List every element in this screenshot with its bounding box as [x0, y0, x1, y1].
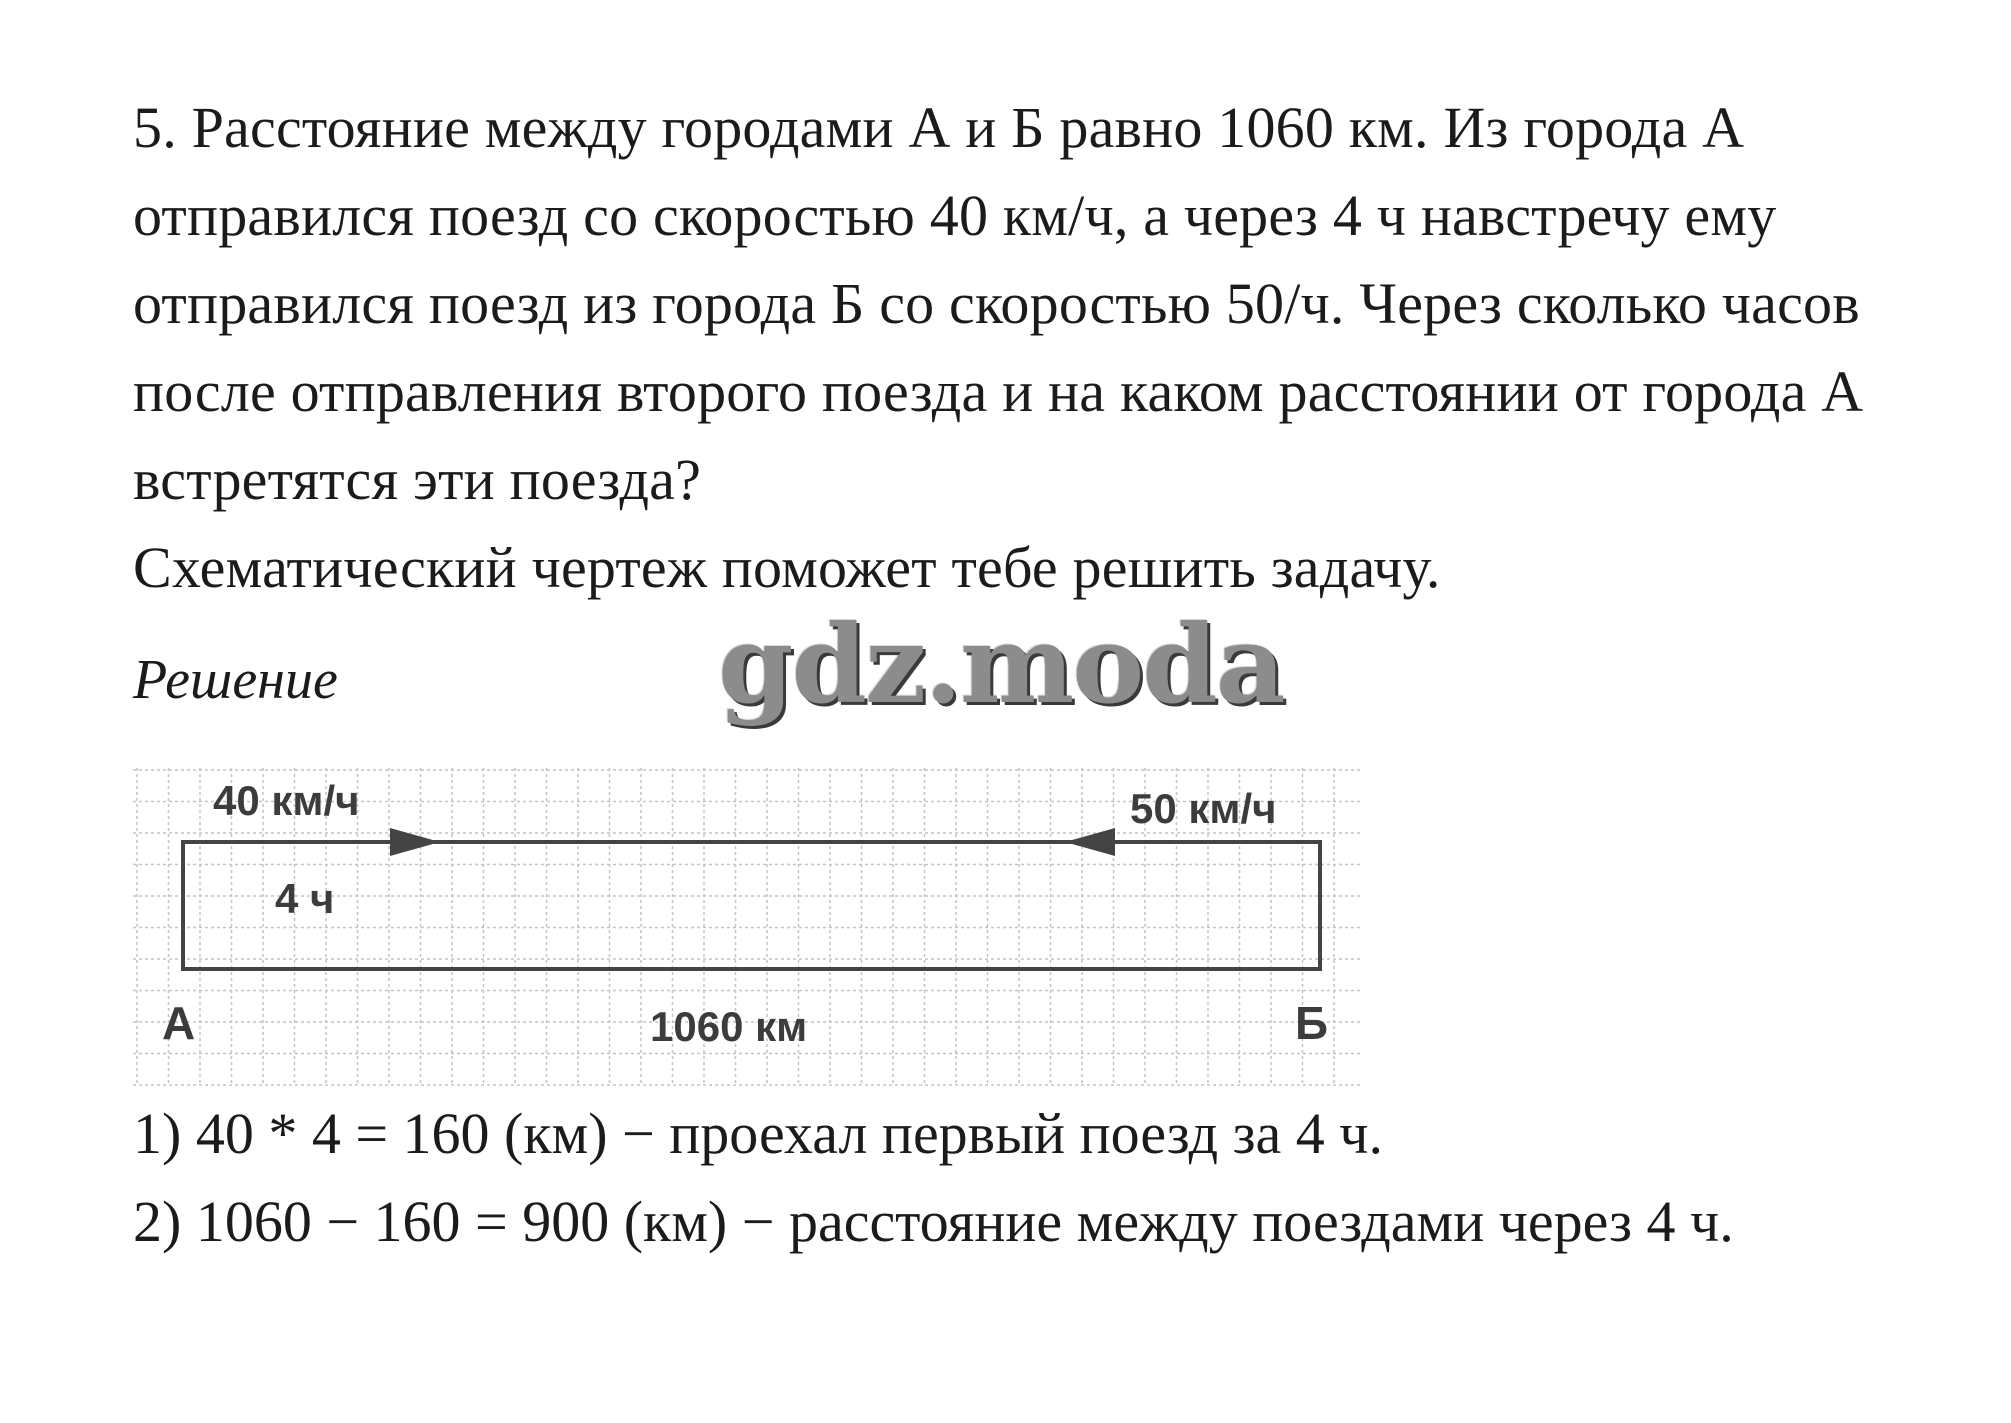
arrow-left-icon [1065, 828, 1115, 856]
solution-steps [133, 1090, 1734, 1266]
solution-step: 2) 1060 − 160 = 900 (км) − расстояние между поездами через 4 ч. [133, 1189, 1734, 1254]
problem-hint: Схематический чертеж поможет тебе решить задачу. [133, 535, 1441, 600]
schematic-diagram [125, 760, 1365, 1090]
solution-step: 1) 40 * 4 = 160 (км) − проехал первый поезд за 4 ч. [133, 1101, 1383, 1166]
problem-line: встретятся эти поезда? [133, 447, 702, 512]
city-b-label: Б [1295, 997, 1329, 1049]
city-a-label: А [162, 997, 196, 1049]
problem-statement [133, 84, 1933, 612]
speed-a-label: 40 км/ч [213, 777, 360, 824]
journey-rectangle [183, 842, 1320, 969]
problem-line: отправился поезд со скоростью 40 км/ч, а через 4 ч навстречу ему [133, 183, 1777, 248]
problem-line: отправился поезд из города Б со скоростью 50/ч. Через сколько часов [133, 271, 1860, 336]
problem-line: после отправления второго поезда и на каком расстоянии от города А [133, 359, 1864, 424]
time-a-label: 4 ч [275, 875, 335, 922]
problem-line: 5. Расстояние между городами А и Б равно 1060 км. Из города А [133, 95, 1745, 160]
distance-label: 1060 км [650, 1003, 808, 1050]
arrow-right-icon [390, 828, 440, 856]
speed-b-label: 50 км/ч [1130, 785, 1277, 832]
solution-heading: Решение [133, 649, 338, 711]
watermark-logo: gdz.moda [718, 602, 1284, 728]
